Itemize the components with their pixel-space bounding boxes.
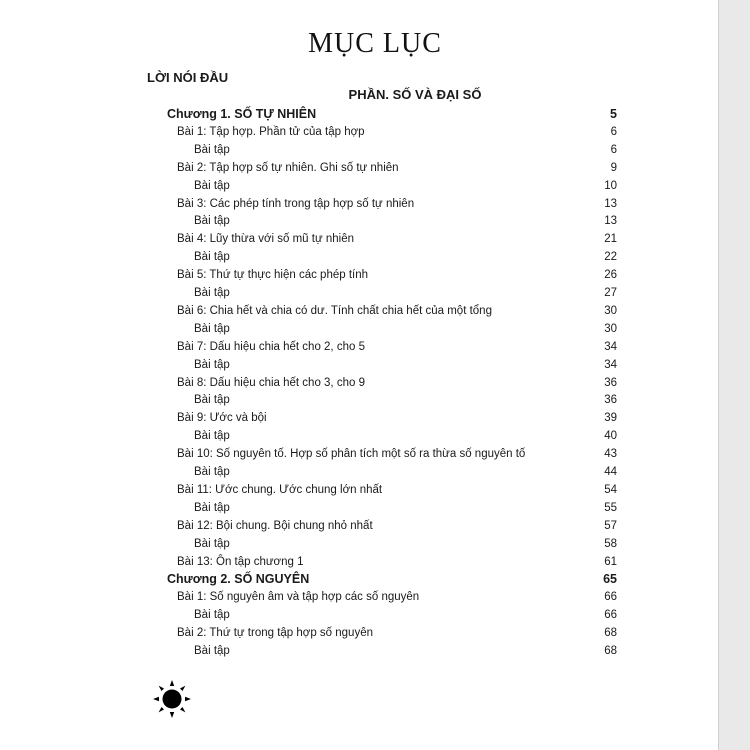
toc-entry-exercise	[0, 320, 750, 338]
toc-entry-title: Bài tập	[194, 645, 230, 657]
toc-entry-page-number: 10	[604, 179, 617, 192]
toc-entry-lesson	[0, 517, 750, 535]
toc-entry-lesson	[0, 230, 750, 248]
toc-entry-lesson	[0, 123, 750, 141]
toc-entry-page-number: 54	[604, 483, 617, 496]
toc-entry-page-number: 36	[604, 394, 617, 407]
sun-icon	[153, 680, 191, 718]
toc-entry-page-number: 9	[610, 161, 617, 174]
toc-entry-exercise	[0, 427, 750, 445]
toc-entry-exercise	[0, 642, 750, 660]
toc-entry-title: Bài 9: Ước và bội	[177, 412, 267, 425]
toc-entry-title: Bài 1: Tập hợp. Phần tử của tập hợp	[177, 125, 365, 138]
toc-entry-title: Bài 3: Các phép tính trong tập hợp số tự nhiên	[177, 197, 415, 210]
toc-entry-page-number: 13	[604, 197, 617, 210]
toc-entry-page-number: 36	[604, 376, 617, 389]
toc-entry-title: Bài tập	[194, 322, 230, 335]
toc-entry-lesson	[0, 374, 750, 392]
toc-entry-page-number: 13	[604, 215, 617, 228]
toc-entry-page-number: 68	[604, 627, 617, 640]
toc-entry-title: Bài tập	[194, 287, 230, 299]
toc-entry-lesson	[0, 481, 750, 499]
toc-entry-page-number: 44	[604, 466, 617, 478]
toc-entry-page-number: 65	[603, 572, 617, 587]
toc-entry-page-number: 61	[604, 555, 617, 568]
toc-entry-page-number: 66	[604, 591, 617, 604]
toc-entry-page-number: 6	[610, 125, 617, 138]
toc-entry-title: Bài 13: Ôn tập chương 1	[177, 555, 304, 568]
toc-entry-title: Bài tập	[194, 501, 230, 514]
toc-entry-title: Bài 8: Dấu hiệu chia hết cho 3, cho 9	[177, 376, 365, 389]
toc-entry-exercise	[0, 212, 750, 230]
toc-entry-title: Bài 2: Thứ tự trong tập hợp số nguyên	[177, 627, 373, 640]
toc-entry-title: Bài 4: Lũy thừa với số mũ tự nhiên	[177, 233, 354, 246]
toc-entry-chapter	[0, 570, 750, 588]
toc-entry-lesson	[0, 338, 750, 356]
page-title: MỤC LỤC	[308, 28, 442, 59]
toc-entry-page-number: 30	[604, 304, 617, 317]
toc-entry-title: Bài tập	[194, 394, 230, 407]
toc-entry-title: Chương 1. SỐ TỰ NHIÊN	[167, 107, 317, 121]
toc-entry-title: Bài 6: Chia hết và chia có dư. Tính chất chia hết của một tổng	[177, 304, 492, 317]
toc-entry-exercise	[0, 284, 750, 302]
toc-entry-title: Bài 5: Thứ tự thực hiện các phép tính	[177, 269, 369, 282]
toc-entry-page-number: 40	[604, 430, 617, 443]
toc-entry-page-number: 66	[604, 609, 617, 622]
toc-entry-title: Bài tập	[194, 358, 230, 371]
toc-entry-title: Bài tập	[194, 251, 230, 264]
toc-entry-page-number: 34	[604, 358, 617, 371]
toc-entry-lesson	[0, 195, 750, 213]
toc-entry-exercise	[0, 141, 750, 159]
toc-entry-exercise	[0, 177, 750, 195]
toc-entry-title: Bài 2: Tập hợp số tự nhiên. Ghi số tự nhiên	[177, 161, 399, 174]
toc-entry-title: Bài tập	[194, 466, 230, 478]
toc-entry-title: Bài 11: Ước chung. Ước chung lớn nhất	[177, 483, 383, 496]
toc-entry-lesson	[0, 302, 750, 320]
toc-entry-lesson	[0, 445, 750, 463]
toc-entry-exercise	[0, 499, 750, 517]
toc-entry-title: Bài 10: Số nguyên tố. Hợp số phân tích một số ra thừa số nguyên tố	[177, 448, 526, 461]
toc-entry-page-number: 27	[604, 287, 617, 299]
toc-entry-page-number: 26	[604, 269, 617, 282]
toc-entry-lesson	[0, 409, 750, 427]
toc-entry-page-number: 57	[604, 519, 617, 532]
toc-entry-page-number: 58	[604, 537, 617, 550]
toc-entry-lesson	[0, 624, 750, 642]
toc-entry-page-number: 22	[604, 251, 617, 264]
toc-entry-page-number: 43	[604, 448, 617, 461]
toc-entry-title: Bài 12: Bội chung. Bội chung nhỏ nhất	[177, 519, 373, 532]
toc-entry-exercise	[0, 248, 750, 266]
preface-heading: LỜI NÓI ĐẦU	[147, 70, 229, 85]
toc-entry-exercise	[0, 463, 750, 481]
toc-entry-title: Bài 1: Số nguyên âm và tập hợp các số nguyên	[177, 591, 420, 604]
toc-entry-title: Bài tập	[194, 537, 230, 550]
toc-entry-title: Bài tập	[194, 143, 230, 156]
toc-entry-page-number: 5	[610, 107, 617, 121]
toc-entry-title: Bài 7: Dấu hiệu chia hết cho 2, cho 5	[177, 340, 365, 353]
toc-entry-title: Bài tập	[194, 609, 230, 622]
part-heading: PHẦN. SỐ VÀ ĐẠI SỐ	[348, 87, 482, 102]
toc-entry-exercise	[0, 606, 750, 624]
toc-entry-page-number: 21	[604, 233, 617, 246]
toc-entry-page-number: 39	[604, 412, 617, 425]
toc-entry-chapter	[0, 105, 750, 123]
toc-entry-exercise	[0, 391, 750, 409]
toc-entry-title: Bài tập	[194, 215, 230, 228]
toc-entry-page-number: 68	[604, 645, 617, 657]
toc-entry-exercise	[0, 356, 750, 374]
toc-entry-page-number: 55	[604, 501, 617, 514]
toc-entry-page-number: 30	[604, 322, 617, 335]
toc-entry-lesson	[0, 266, 750, 284]
toc-entry-exercise	[0, 535, 750, 553]
toc-entry-lesson	[0, 553, 750, 571]
toc-entry-page-number: 6	[610, 143, 617, 156]
toc-entry-title: Bài tập	[194, 179, 230, 192]
toc-entry-lesson	[0, 588, 750, 606]
toc-entry-title: Bài tập	[194, 430, 230, 443]
toc-entry-page-number: 34	[604, 340, 617, 353]
toc-entry-title: Chương 2. SỐ NGUYÊN	[167, 572, 310, 587]
toc-entry-lesson	[0, 159, 750, 177]
